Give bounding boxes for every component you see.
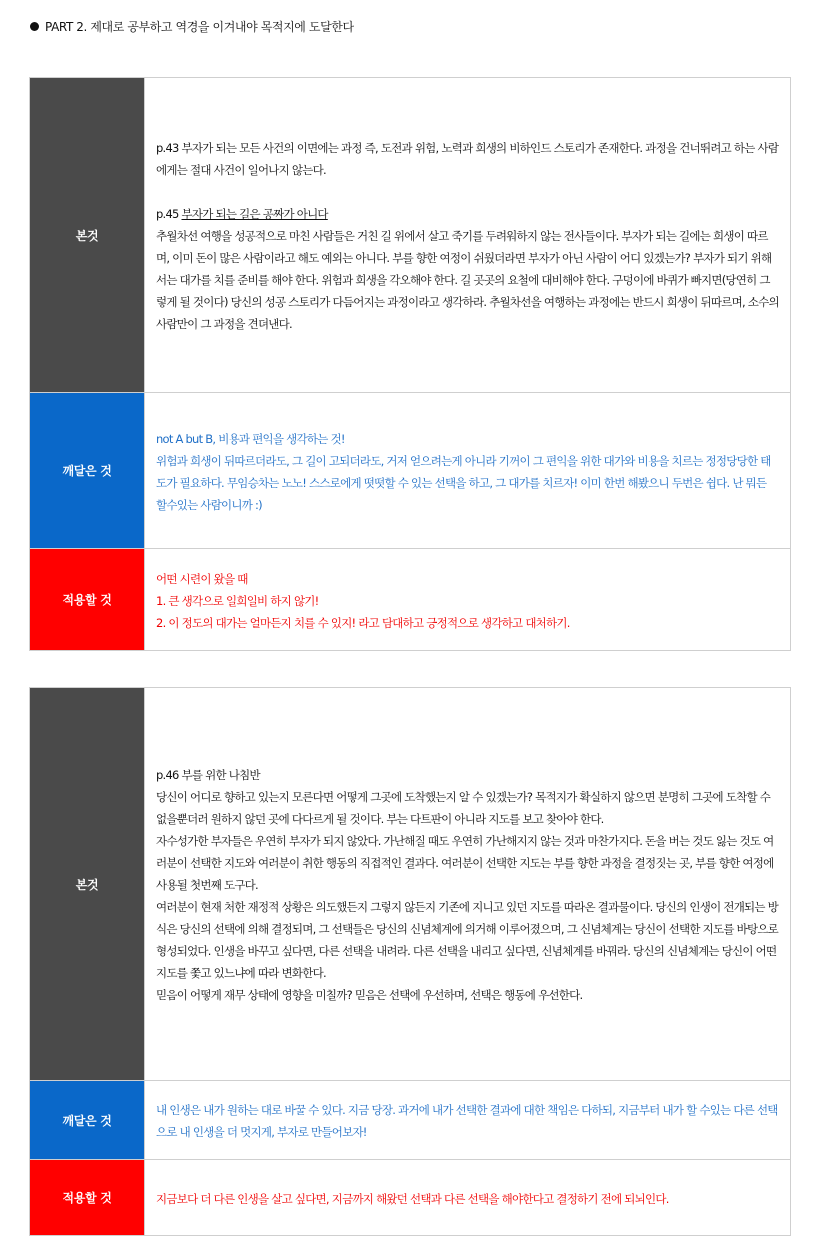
- realized-paragraph: not A but B, 비용과 편익을 생각하는 것!: [156, 431, 345, 446]
- apply-label: 적용할 것: [30, 1160, 145, 1236]
- apply-paragraph: 지금보다 더 다른 인생을 살고 싶다면, 지금까지 해왔던 선택과 다른 선택을 해야한다고 결정하기 전에 되뇌인다.: [156, 1191, 669, 1206]
- page-ref: p.45: [156, 207, 182, 221]
- seen-paragraph: 여러분이 현재 처한 재정적 상황은 의도했든지 그렇지 않든지 기존에 지니고 있던 지도를 따라온 결과물이다. 당신의 인생이 전개되는 방식은 당신의 선택에 의해 결정되며, 그 선택들은 당신의 신념체계에 의거해 이루어졌으며, 그 신념체계는 당신이 선택한 지도를 바탕으로 형성되었다. 인생을 바꾸고 싶다면, 다른 선택을 내려라. 다른 선택을 내리고 싶다면, 신념체계를 바꿔라. 당신의 신념체계는 당신이 어떤 지도를 쫓고 있느냐에 따라 변화한다.: [156, 900, 779, 980]
- apply-row: [30, 549, 791, 651]
- realized-content: [145, 393, 791, 549]
- seen-content: [145, 78, 791, 393]
- note-table-1: [29, 77, 791, 651]
- seen-paragraph: 믿음이 어떻게 재무 상태에 영향을 미칠까? 믿음은 선택에 우선하며, 선택은 행동에 우선한다.: [156, 988, 583, 1002]
- apply-content: [145, 1160, 791, 1236]
- seen-label: 본것: [30, 78, 145, 393]
- realized-label: 깨달은 것: [30, 1081, 145, 1160]
- seen-paragraph: 추월차선 여행을 성공적으로 마친 사람들은 거친 길 위에서 살고 죽기를 두려워하지 않는 전사들이다. 부자가 되는 길에는 희생이 따르며, 이미 돈이 많은 사람이라고 해도 예외는 아니다. 부를 향한 여정이 쉬웠더라면 부자가 아닌 사람이 어디 있겠는가? 부자가 되기 위해서는 대가를 치를 준비를 해야 한다. 위험과 희생을 각오해야 한다. 길 곳곳의 요철에 대비해야 한다. 구덩이에 바퀴가 빠지면(당연히 그렇게 될 것이다) 당신의 성공 스토리가 다듬어지는 과정이라고 생각하라. 추월차선을 여행하는 과정에는 반드시 희생이 뒤따르며, 소수의 사람만이 그 과정을 견뎌낸다.: [156, 229, 779, 331]
- apply-paragraph: 어떤 시련이 왔을 때: [156, 571, 248, 586]
- seen-paragraph: p.46 부를 위한 나침반: [156, 768, 260, 782]
- underlined-title: 부자가 되는 길은 공짜가 아니다: [181, 207, 328, 221]
- seen-paragraph: 자수성가한 부자들은 우연히 부자가 되지 않았다. 가난해질 때도 우연히 가난해지지 않는 것과 마찬가지다. 돈을 버는 것도 잃는 것도 여러분이 선택한 지도와 여러분이 취한 행동의 직접적인 결과다. 여러분이 선택한 지도는 부를 향한 과정을 결정짓는 곳, 부를 향한 여정에 사용될 첫번째 도구다.: [156, 834, 774, 892]
- seen-content: [145, 688, 791, 1081]
- section-heading-text: PART 2. 제대로 공부하고 역경을 이겨내야 목적지에 도달한다: [45, 20, 354, 34]
- paragraph-gap: [156, 181, 779, 203]
- realized-row: [30, 393, 791, 549]
- seen-label: 본것: [30, 688, 145, 1081]
- apply-label: 적용할 것: [30, 549, 145, 651]
- note-table-2: [29, 687, 791, 1236]
- seen-paragraph: 당신이 어디로 향하고 있는지 모른다면 어떻게 그곳에 도착했는지 알 수 있겠는가? 목적지가 확실하지 않으면 분명히 그곳에 도착할 수 없을뿐더러 원하지 않던 곳에 다다르게 될 것이다. 부는 다트판이 아니라 지도를 보고 찾아야 한다.: [156, 790, 771, 826]
- realized-paragraph: 위험과 희생이 뒤따르더라도, 그 길이 고되더라도, 거저 얻으려는게 아니라 기꺼이 그 편익을 위한 대가와 비용을 치르는 정정당당한 태도가 필요하다. 무임승차는 노노! 스스로에게 떳떳할 수 있는 선택을 하고, 그 대가를 치르자! 이미 한번 해봤으니 두번은 쉽다. 난 뭐든 할수있는 사람이니까 :): [156, 453, 771, 512]
- bullet-icon: [30, 22, 39, 31]
- apply-paragraph: 1. 큰 생각으로 일희일비 하지 않기!: [156, 593, 319, 608]
- seen-paragraph: [156, 203, 779, 225]
- realized-content: [145, 1081, 791, 1160]
- seen-paragraph: p.43 부자가 되는 모든 사건의 이면에는 과정 즉, 도전과 위험, 노력과 희생의 비하인드 스토리가 존재한다. 과정을 건너뛰려고 하는 사람에게는 절대 사건이 일어나지 않는다.: [156, 141, 779, 177]
- apply-content: [145, 549, 791, 651]
- seen-row: [30, 78, 791, 393]
- realized-label: 깨달은 것: [30, 393, 145, 549]
- realized-row: [30, 1081, 791, 1160]
- realized-paragraph: 내 인생은 내가 원하는 대로 바꿀 수 있다. 지금 당장. 과거에 내가 선택한 결과에 대한 책임은 다하되, 지금부터 내가 할 수있는 다른 선택으로 내 인생을 더 멋지게, 부자로 만들어보자!: [156, 1103, 778, 1139]
- apply-paragraph: 2. 이 정도의 대가는 얼마든지 치를 수 있지! 라고 담대하고 긍정적으로 생각하고 대처하기.: [156, 615, 570, 630]
- seen-row: [30, 688, 791, 1081]
- section-heading: [30, 18, 354, 35]
- apply-row: [30, 1160, 791, 1236]
